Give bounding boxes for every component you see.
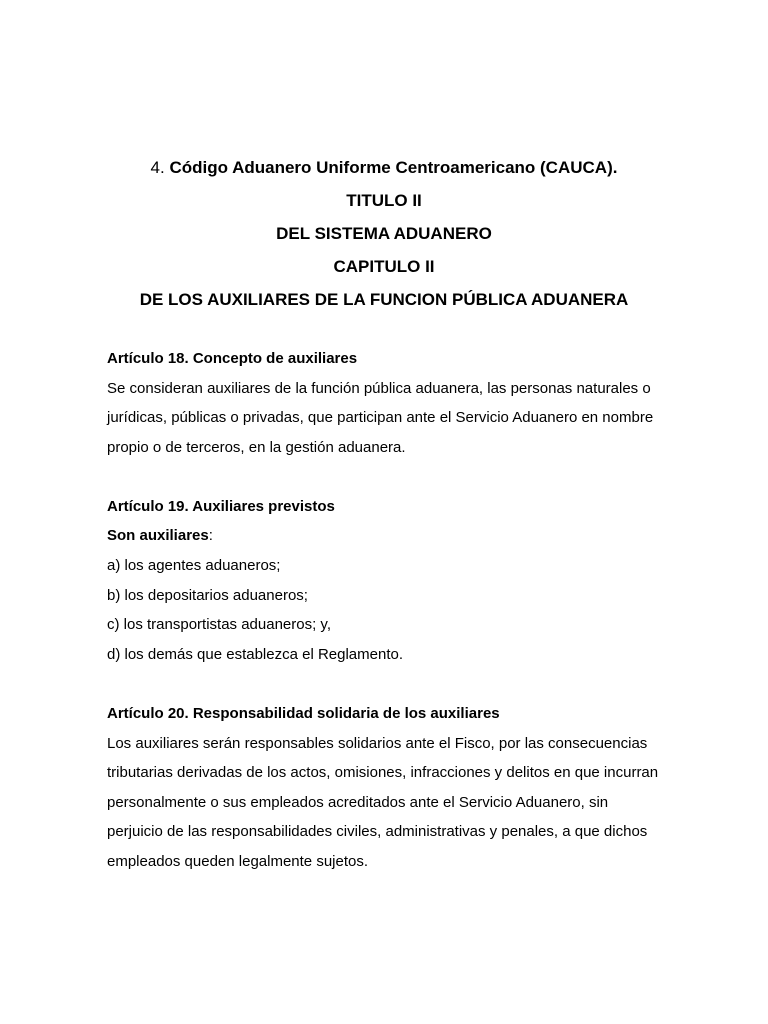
article-20-line: empleados queden legalmente sujetos. <box>107 853 369 870</box>
title-text: Código Aduanero Uniforme Centroamericano (CAUCA). <box>169 158 618 177</box>
list-item: b) los depositarios aduaneros; <box>107 587 308 604</box>
article-20-line: personalmente o sus empleados acreditados ante el Servicio Aduanero, sin <box>107 794 609 811</box>
article-20-heading: Artículo 20. Responsabilidad solidaria de los auxiliares <box>107 705 500 722</box>
document-title <box>0 157 768 179</box>
article-19-intro-tail: : <box>208 527 213 544</box>
list-item: d) los demás que establezca el Reglamento. <box>107 646 404 663</box>
article-19-intro-bold: Son auxiliares <box>107 527 209 544</box>
title-number: 4. <box>150 158 165 177</box>
article-19-heading: Artículo 19. Auxiliares previstos <box>107 498 335 515</box>
article-20-line: Los auxiliares serán responsables solidarios ante el Fisco, por las consecuencias <box>107 735 648 752</box>
article-19-intro <box>107 526 213 546</box>
article-18-line: propio o de terceros, en la gestión aduanera. <box>107 439 406 456</box>
titulo-name-heading: DEL SISTEMA ADUANERO <box>276 224 492 243</box>
titulo-heading: TITULO II <box>346 191 422 210</box>
list-item: a) los agentes aduaneros; <box>107 557 281 574</box>
list-item: c) los transportistas aduaneros; y, <box>107 616 331 633</box>
capitulo-name-heading: DE LOS AUXILIARES DE LA FUNCION PÚBLICA ADUANERA <box>139 290 629 309</box>
article-18-heading: Artículo 18. Concepto de auxiliares <box>107 350 358 367</box>
article-18-line: Se consideran auxiliares de la función pública aduanera, las personas naturales o <box>107 380 651 397</box>
capitulo-heading: CAPITULO II <box>333 257 435 276</box>
article-20-line: perjuicio de las responsabilidades civiles, administrativas y penales, a que dichos <box>107 823 648 840</box>
article-18-line: jurídicas, públicas o privadas, que participan ante el Servicio Aduanero en nombre <box>107 409 654 426</box>
article-20-line: tributarias derivadas de los actos, omisiones, infracciones y delitos en que incurran <box>107 764 659 781</box>
